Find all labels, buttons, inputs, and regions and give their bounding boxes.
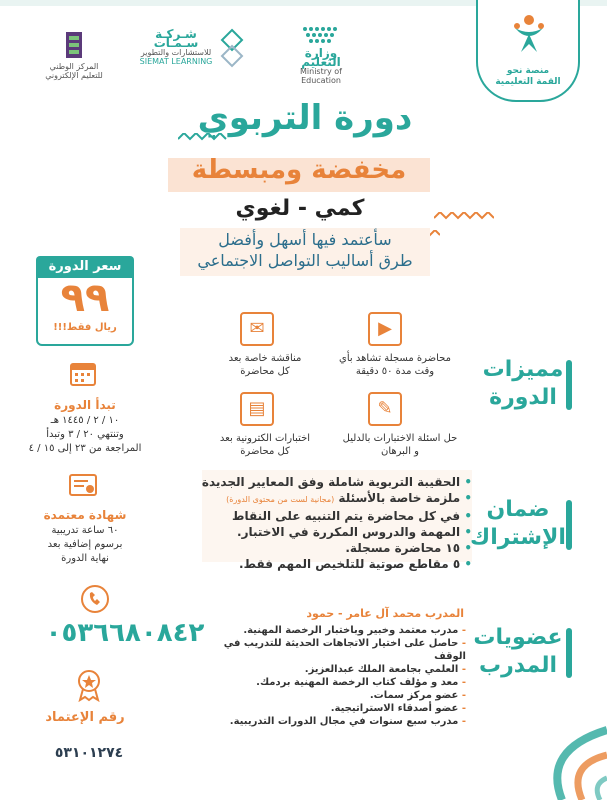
guarantee-item: • الحقيبة التربوية شاملة وفق المعايير الجديدة [196,474,472,490]
feature-etests [200,432,330,458]
guarantee-title [470,496,566,552]
trainer-item: - مدرب سبع سنوات في مجال الدورات التدريبية. [214,715,466,728]
start-title: تبدأ الدورة [54,398,116,412]
feature-solutions-line1: حل اسئلة الاختبارات بالدليل [342,433,458,444]
course-kind: كمي - لغوي [235,196,365,221]
simat-logo [132,28,244,68]
certificate-title: شهادة معتمدة [43,508,127,522]
brand-logo-icon [511,14,547,54]
start-line3: المراجعة من ٢٣ إلى ١٥ / ٤ [28,443,142,454]
brand-line1: منصة نحو [506,66,550,76]
guarantee-item: • ٥ مقاطع صوتية للتلخيص المهم فقط. [196,556,472,572]
start-line2: وتنتهي ٢٠ / ٣ وتبدأ [46,429,124,440]
features-title [478,356,568,412]
feature-discussion-line2: كل محاضرة [240,366,290,377]
guarantee-list [196,474,472,572]
zigzag-icon [178,133,228,145]
trainer-item: - عضو مركز سمات. [214,689,466,702]
trainer-item: - مدرب معتمد وخبير وباختبار الرخصة المهنية. [214,624,466,637]
start-line1: ١٠ / ٢ / ١٤٤٥ هـ [50,415,120,426]
trainer-name: المدرب محمد آل عامر - حمود [306,607,464,620]
ncel-line1: المركز الوطني [49,62,99,71]
simat-sub: للاستشارات والتطوير [140,48,212,57]
trainer-item: - عضو أصدقاء الاستراتيجية. [214,702,466,715]
moe-dots-icon [301,25,341,47]
pitch-line1: سأعتمد فيها أسهل وأفضل [218,230,392,249]
price-label: سعر الدورة [36,256,134,278]
guarantee-title-line1: ضمان [486,497,550,522]
guarantee-item: ملزمة خاصة بالأسئلة [338,491,461,505]
trainer-title [470,624,566,680]
feature-etests-line1: اختبارات الكترونية بعد [219,433,311,444]
trainer-item: - حاصل على اختيار الاتجاهات الحديثة للتدريب في الوقف [214,637,466,663]
ncel-logo [44,30,104,80]
features-title-line2: الدورة [489,385,557,410]
phone-number[interactable]: ٠٥٣٦٦٨٠٨٤٢ [45,618,205,648]
certificate-line3: نهاية الدورة [61,553,109,564]
simat-emblem-icon [220,28,244,68]
moe-arabic: وزارة التعليم [301,46,341,69]
guarantee-item: • المهمة والدروس المكررة في الاختبار. [196,524,472,540]
feature-discussion-line1: مناقشة خاصة بعد [228,353,302,364]
guarantee-note: (مجانية لست من محتوى الدورة) [226,495,335,504]
moe-english: Ministry of Education [300,67,342,85]
ncel-line2: للتعليم الإلكتروني [45,71,103,80]
corner-swirl-decoration [482,720,607,800]
feature-solutions-line2: و البرهان [380,446,420,457]
headline: دورة التربوي [197,98,413,138]
accreditation-title: رقم الإعتماد [45,710,125,725]
trainer-title-line2: المدرب [478,653,558,678]
pitch-line2: طرق أساليب التواصل الاجتماعي [197,251,413,270]
trainer-side-bar [566,628,572,678]
award-icon [74,668,104,698]
pitch-text [160,229,450,271]
trainer-list [214,624,466,728]
price-note: ريال فقط!!! [53,322,117,333]
feature-recorded-line2: وقت مدة ٥٠ دقيقة [355,366,435,377]
price-value: ٩٩ [60,275,110,321]
simat-arabic: شـركـة سـمـات [153,27,199,50]
simat-english: SIEMAT LEARNING [139,57,213,66]
guarantee-side-bar [566,500,572,550]
guarantee-title-line2: الإشتراك [470,525,566,550]
feature-recorded [330,352,460,378]
calendar-icon [68,358,98,388]
ncel-emblem-icon [64,30,84,60]
feature-etests-line2: كل محاضرة [240,446,290,457]
accreditation-number: ٥٣١٠١٢٧٤ [54,745,124,761]
phone-icon [80,584,110,614]
features-title-line1: مميزات [482,357,564,382]
guarantee-item: • في كل محاضرة يتم التنبيه على النقاط [196,508,472,524]
brand-line2: القمة التعليمية [495,77,561,87]
feature-solutions [330,432,470,458]
book-icon: ▤ [240,392,274,426]
trainer-title-line1: عضويات [473,625,563,650]
feature-recorded-line1: محاضرة مسجلة تشاهد بأي [339,353,451,364]
certificate-line2: برسوم إضافية بعد [47,539,123,550]
moe-logo [286,25,356,85]
certificate-details [20,524,150,566]
trainer-item: - العلمي بجامعة الملك عبدالعزيز. [214,663,466,676]
guarantee-item: • ١٥ محاضرة مسجلة. [196,540,472,556]
zigzag-icon-3 [434,212,494,224]
trainer-item: - معد و مؤلف كتاب الرخصة المهنية بردمك. [214,676,466,689]
subhead: مخفضة ومبسطة [191,155,407,185]
guarantee-item-with-note [196,490,472,508]
start-details [10,414,160,456]
video-icon: ▶ [368,312,402,346]
brand-badge [476,0,580,102]
chat-icon: ✉ [240,312,274,346]
feature-discussion [200,352,330,378]
certificate-line1: ٦٠ ساعة تدريبية [51,525,119,536]
certificate-icon [68,470,98,500]
pencil-ruler-icon: ✎ [368,392,402,426]
